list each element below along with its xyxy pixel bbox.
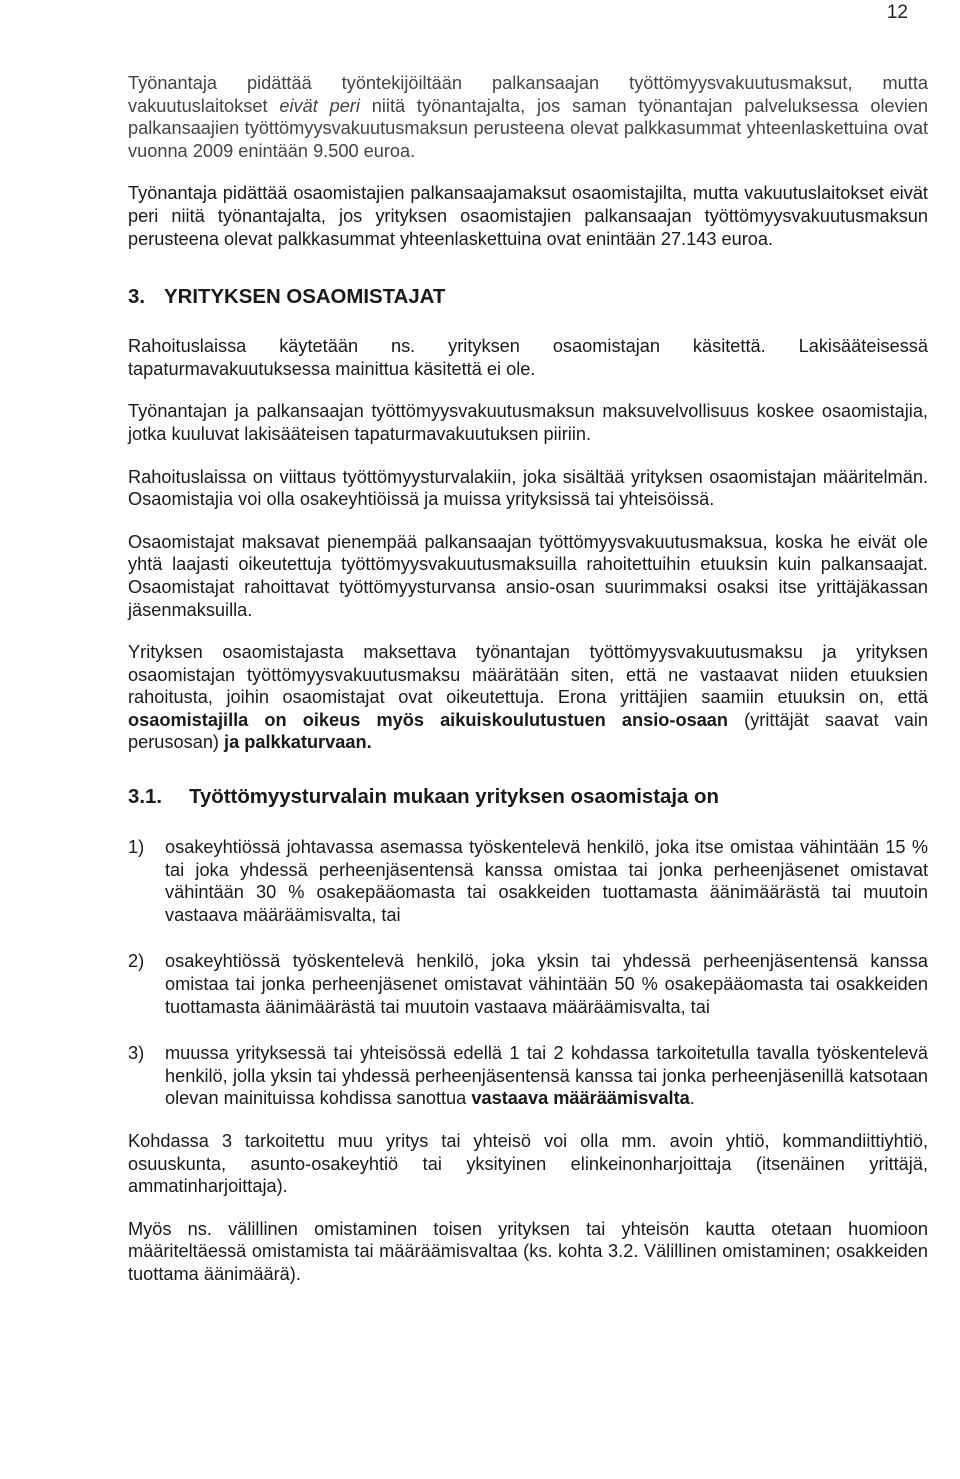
definition-list: [128, 836, 928, 1110]
paragraph-concept: Rahoituslaissa käytetään ns. yrityksen osaomistajan käsitettä. Lakisääteisessä tapaturmavakuutuksessa mainittua käsitettä ei ole.: [128, 336, 928, 379]
section-heading-3-1: [128, 784, 928, 810]
section-title: Työttömyysturvalain mukaan yrityksen osaomistaja on: [189, 786, 719, 809]
paragraph-partial-owners-withholding: Työnantaja pidättää osaomistajien palkansaajamaksut osaomistajilta, mutta vakuutuslaitokset eivät peri niitä työnantajalta, jos yrityksen osaomistajien palkansaajan työttömyysvakuutusmaksun perusteena olevat palkkasummat yhteenlaskettuina ovat enintään 27.143 euroa.: [128, 183, 928, 249]
paragraph-fee-determination: [128, 641, 928, 754]
section-title: YRITYKSEN OSAOMISTAJAT: [164, 286, 446, 309]
list-item: [128, 836, 928, 926]
paragraph-text: (yrittäjät saavat vain perusosan): [128, 709, 928, 753]
list-marker: 3): [128, 1043, 145, 1064]
list-marker: 1): [128, 837, 145, 858]
bold-text: osaomistajilla on oikeus myös aikuiskoulutustuen ansio-osaan: [128, 709, 729, 730]
paragraph-text: Yrityksen osaomistajasta maksettava työnantajan työttömyysvakuutusmaksu ja yrityksen osaomistajan työttömyysvakuutusmaksu määrätään siten, että ne vastaavat niiden etuuksien rahoitusta, joihin osaomistajat ovat oikeutettuja. Erona yrittäjien saamiin etuuksin on, että: [128, 642, 928, 708]
paragraph-text: Työnantaja pidättää työntekijöiltään palkansaajan työttömyysvakuutusmaksut, mutta vakuutuslaitokset: [128, 73, 928, 116]
list-item-text: muussa yrityksessä tai yhteisössä edellä 1 tai 2 kohdassa tarkoitetulla tavalla työskentelevä henkilö, jolla yksin tai yhdessä perheenjäsentensä kanssa tai jonka perheenjäsenillä katsotaan olevan mainituissa kohdissa sanottua: [165, 1043, 928, 1109]
emphasis-text: eivät peri: [279, 95, 360, 116]
page-number: 12: [886, 2, 908, 23]
list-item-text: osakeyhtiössä työskentelevä henkilö, joka yksin tai yhdessä perheenjäsentensä kanssa omistaa tai jonka perheenjäsenet omistavat vähintään 50 % osakepääomasta tai osakkeiden tuottamasta äänimäärästä tai muutoin vastaava määräämisvalta, tai: [165, 951, 928, 1017]
list-item: [128, 1042, 928, 1110]
paragraph-other-companies: Kohdassa 3 tarkoitettu muu yritys tai yhteisö voi olla mm. avoin yhtiö, kommandiittiyhtiö, osuuskunta, asunto-osakeyhtiö tai yksityinen elinkeinonharjoittaja (itsenäinen yrittäjä, ammatinharjoittaja).: [128, 1131, 928, 1197]
paragraph-indirect-ownership: Myös ns. välillinen omistaminen toisen yrityksen tai yhteisön kautta otetaan huomioon määriteltäessä omistamista tai määräämisvaltaa (ks. kohta 3.2. Välillinen omistaminen; osakkeiden tuottama äänimäärä).: [128, 1218, 928, 1284]
list-item: [128, 950, 928, 1018]
paragraph-reference: Rahoituslaissa on viittaus työttömyysturvalakiin, joka sisältää yrityksen osaomistajan määritelmän. Osaomistajia voi olla osakeyhtiöissä ja muissa yrityksissä tai yhteisöissä.: [128, 466, 928, 510]
section-number: 3.1.: [128, 786, 163, 809]
list-marker: 2): [128, 951, 145, 972]
paragraph-employer-withholding: [128, 72, 928, 162]
bold-text: vastaava määräämisvalta: [471, 1088, 690, 1109]
document-body: [128, 72, 928, 1286]
list-item-text: osakeyhtiössä johtavassa asemassa työskentelevä henkilö, joka itse omistaa vähintään 15 % tai joka yhdessä perheenjäsentensä kanssa omistaa tai jonka perheenjäsenet omistavat vähintään 30 % osakepääomasta tai osakkeiden tuottamasta äänimäärästä tai muutoin vastaava määräämisvalta, tai: [165, 837, 928, 925]
bold-text: ja palkkaturvaan.: [224, 732, 372, 753]
section-number: 3.: [128, 286, 146, 309]
section-heading-3: [0, 284, 928, 310]
list-item-end: .: [689, 1088, 695, 1109]
paragraph-obligation: Työnantajan ja palkansaajan työttömyysvakuutusmaksun maksuvelvollisuus koskee osaomistajia, jotka kuuluvat lakisääteisen tapaturmavakuutuksen piiriin.: [128, 401, 928, 444]
paragraph-text: niitä työnantajalta, jos saman työnantajan palveluksessa olevien palkansaajien työttömyysvakuutusmaksun perusteena olevat palkkasummat yhteenlaskettuina ovat vuonna 2009 enintään 9.500 euroa.: [128, 95, 928, 161]
paragraph-lower-fee: Osaomistajat maksavat pienempää palkansaajan työttömyysvakuutusmaksua, koska he eivät ole yhtä laajasti oikeutettuja työttömyysvakuutusmaksuilla rahoitettuihin etuuksin kuin palkansaajat. Osaomistajat rahoittavat työttömyysturvansa ansio-osan suurimmaksi osaksi itse yrittäjäkassan jäsenmaksuilla.: [128, 531, 928, 620]
